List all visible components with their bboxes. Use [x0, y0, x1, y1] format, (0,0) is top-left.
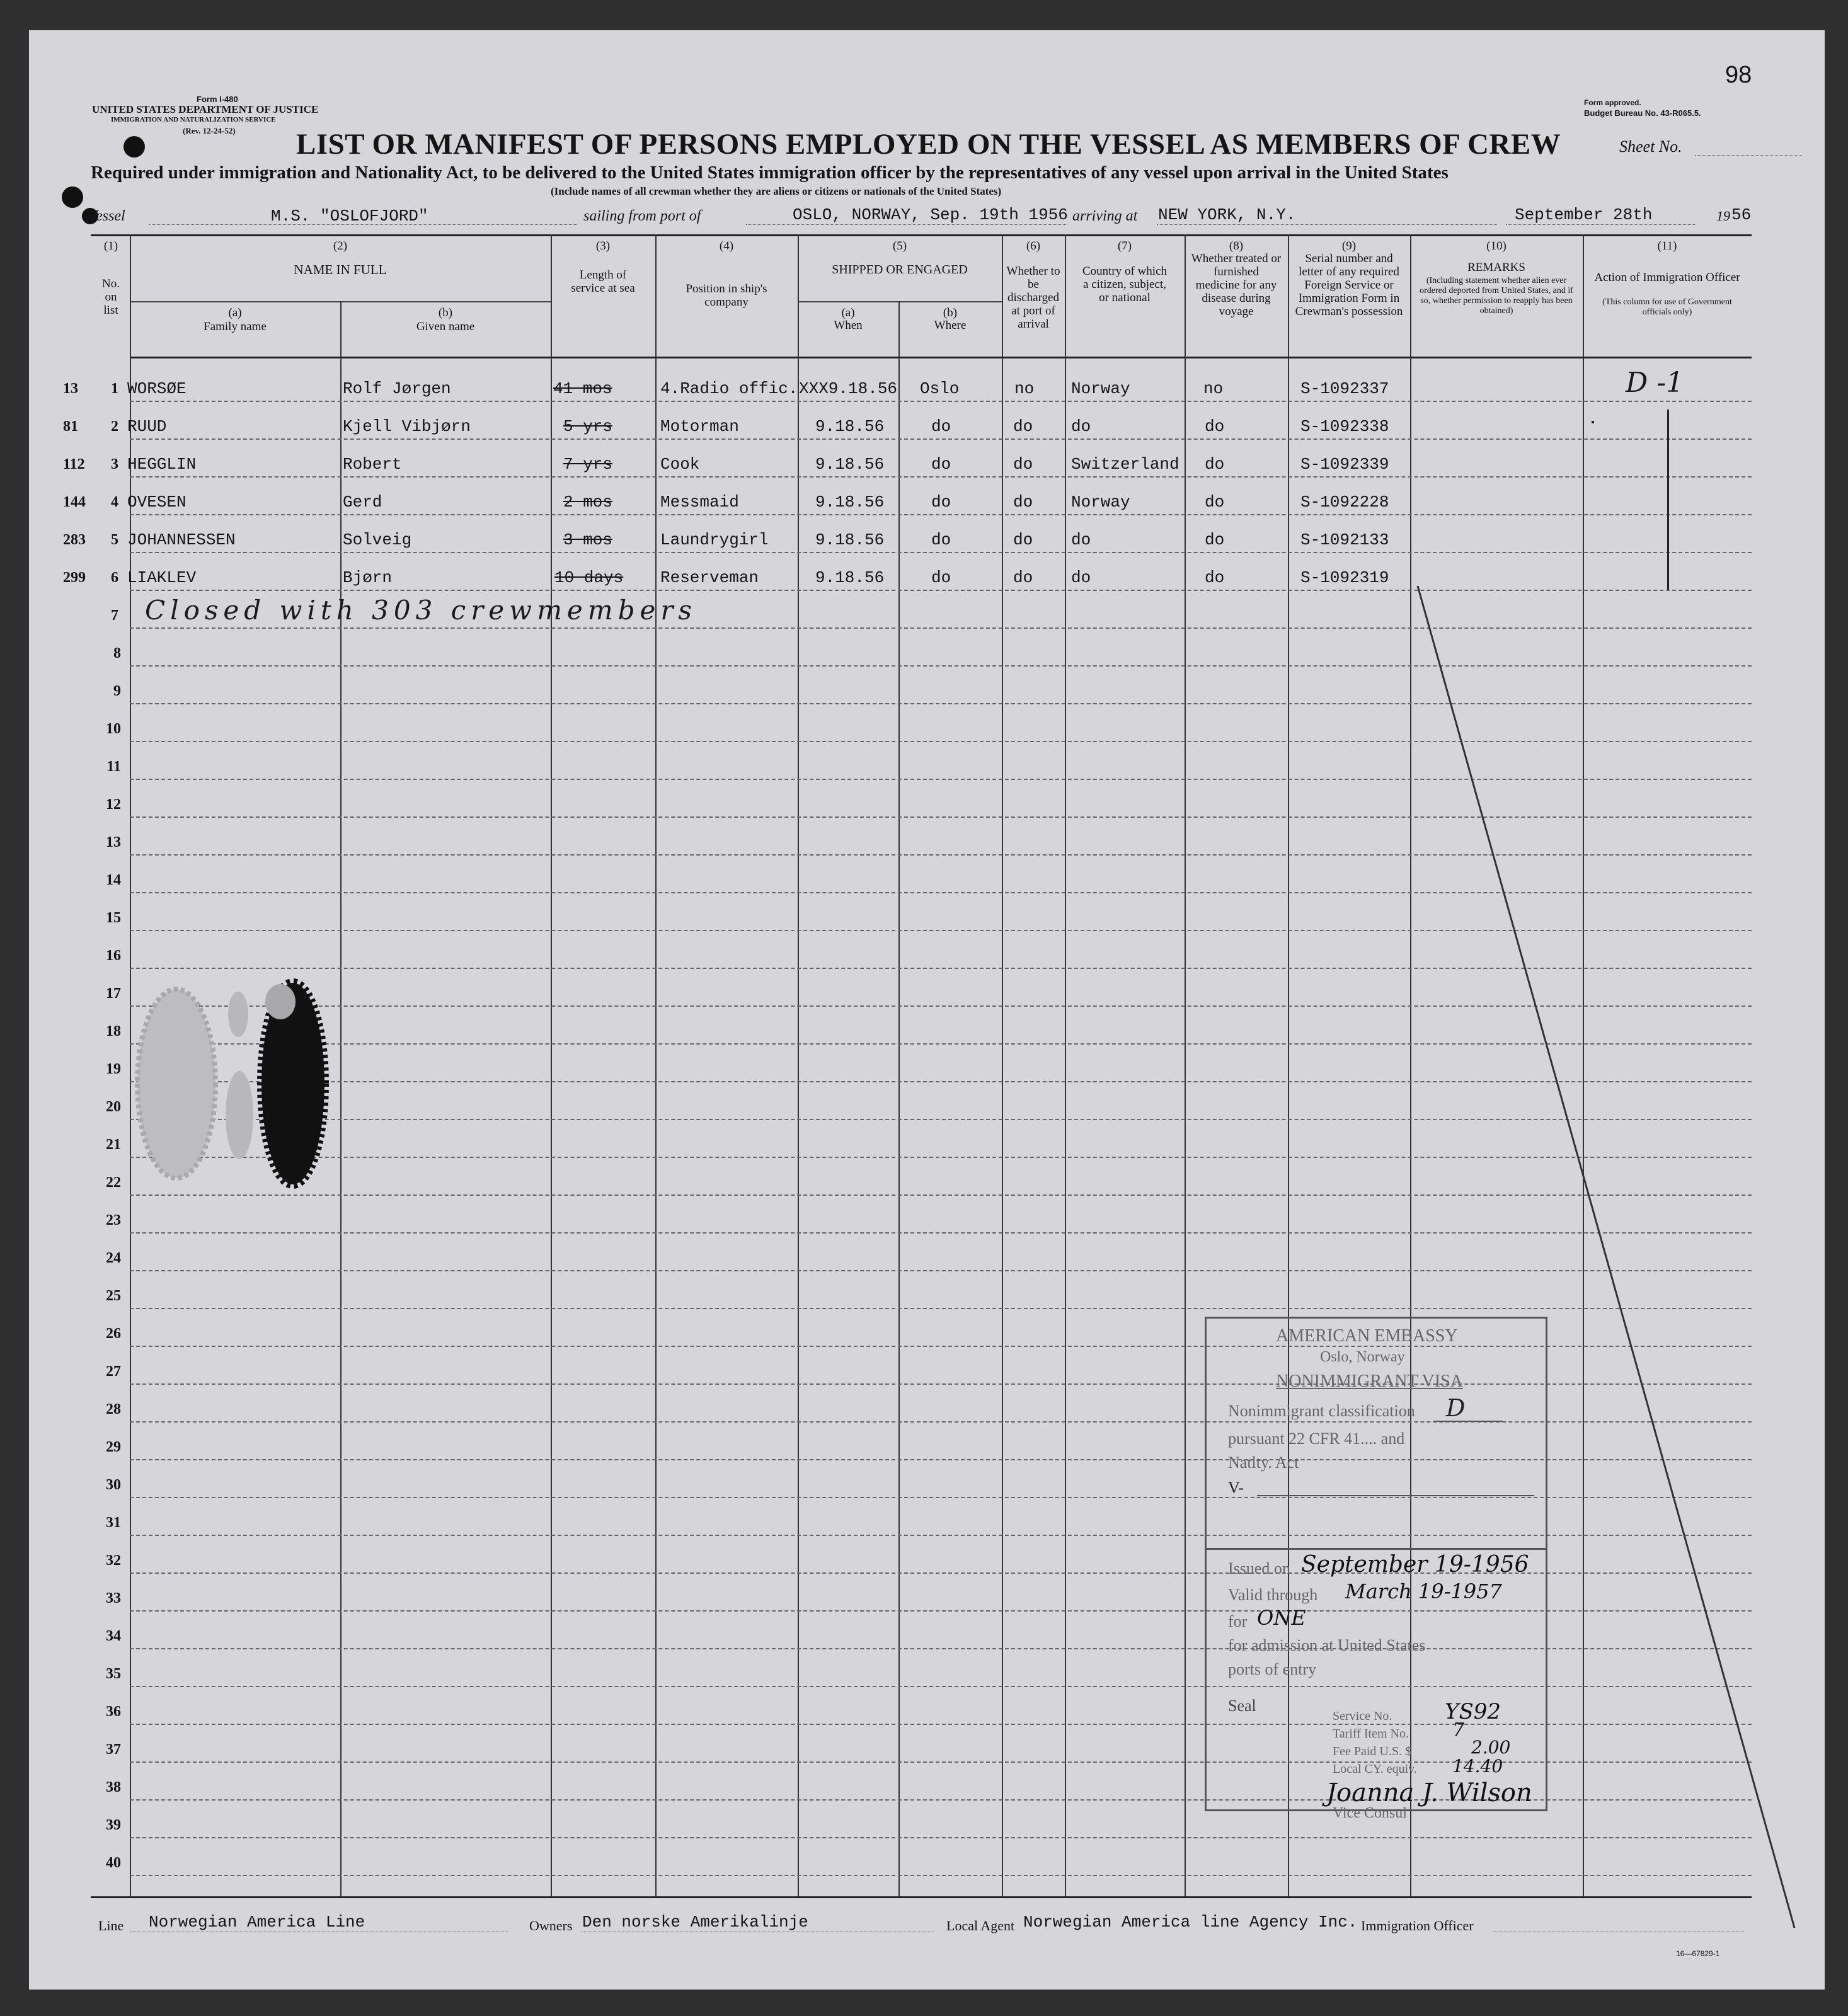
discharged: do	[1013, 417, 1033, 436]
row-number: 15	[106, 910, 121, 926]
service-length: 7 yrs	[563, 455, 613, 474]
row-number: 30	[106, 1477, 121, 1493]
country: do	[1071, 417, 1091, 436]
position: Cook	[660, 455, 700, 474]
family-name: WORSØE	[127, 379, 187, 398]
country: do	[1071, 568, 1091, 587]
agent-label: Local Agent	[946, 1918, 1015, 1933]
col2a-header: Family name	[204, 320, 267, 333]
row-number: 9	[113, 683, 121, 699]
col6-header: Whether to be discharged at port of arrival	[1006, 265, 1060, 331]
row-number: 35	[106, 1666, 121, 1682]
row-number: 3	[111, 456, 118, 472]
row-number: 19	[106, 1061, 121, 1077]
row-number: 29	[106, 1439, 121, 1455]
shipped-when: 9.18.56	[815, 568, 885, 587]
shipped-when: 9.18.56	[815, 493, 885, 512]
col7-header: Country of which a citizen, subject, or national	[1082, 265, 1168, 304]
tariff-value: 7	[1452, 1719, 1465, 1741]
shipped-where: Oslo	[920, 379, 960, 398]
for-label: for	[1228, 1612, 1248, 1630]
valid-value: March 19-1957	[1345, 1579, 1502, 1603]
row-number: 14	[106, 872, 121, 888]
col2a-number: (a)	[228, 306, 242, 319]
row-number: 4	[111, 494, 118, 510]
row-number: 26	[106, 1326, 121, 1342]
given-name: Solveig	[343, 530, 412, 549]
sailing-port: OSLO, NORWAY, Sep. 19th 1956	[793, 205, 1068, 224]
row-number: 37	[106, 1741, 121, 1758]
family-name: HEGGLIN	[127, 455, 197, 474]
family-name: RUUD	[127, 417, 167, 436]
embassy-name: AMERICAN EMBASSY	[1276, 1326, 1458, 1346]
sailing-label: sailing from port of	[583, 208, 701, 224]
col9-number: (9)	[1341, 239, 1357, 253]
row-number: 32	[106, 1552, 121, 1569]
family-name: JOHANNESSEN	[127, 530, 236, 549]
row-number: 33	[106, 1590, 121, 1606]
classification-label: Nonimmigrant classification	[1228, 1402, 1415, 1420]
manifest-note: (Include names of all crewman whether they are aliens or citizens or nationals of the United States)	[551, 185, 1002, 197]
page-number: 98	[1725, 62, 1752, 88]
row-number: 34	[106, 1628, 121, 1644]
row-number: 6	[111, 570, 118, 586]
col5b-header: Where	[934, 319, 967, 332]
serial-number: S-1092339	[1300, 455, 1389, 474]
row-number: 17	[106, 985, 121, 1002]
row-number: 11	[106, 759, 121, 775]
row-number: 16	[106, 948, 121, 964]
service-length: 5 yrs	[563, 417, 613, 436]
row-number: 24	[106, 1250, 121, 1266]
row-number: 18	[106, 1023, 121, 1040]
position: Laundrygirl	[660, 530, 769, 549]
col2b-header: Given name	[416, 320, 475, 333]
crew-list-id: 112	[63, 456, 85, 472]
visa-stamp	[1205, 1317, 1547, 1821]
classification-value: D	[1446, 1394, 1466, 1422]
arriving-label: arriving at	[1072, 208, 1138, 224]
row-number: 5	[111, 532, 118, 548]
medicine: do	[1205, 568, 1225, 587]
row-number: 8	[113, 645, 121, 662]
serial-number: S-1092338	[1300, 417, 1389, 436]
shipped-where: do	[931, 493, 951, 512]
row-number: 25	[106, 1288, 121, 1304]
col2b-number: (b)	[438, 306, 453, 319]
crew-list-id: 13	[63, 381, 78, 397]
position: 4.Radio offic.	[660, 379, 798, 398]
tariff-label: Tariff Item No.	[1333, 1727, 1409, 1741]
position: Reserveman	[660, 568, 759, 587]
col5b-number: (b)	[943, 306, 958, 319]
local-currency-value: 14.40	[1452, 1756, 1503, 1777]
col8-header: Whether treated or furnished medicine for any disease during voyage	[1191, 252, 1282, 318]
country: Switzerland	[1071, 455, 1179, 474]
serial-number: S-1092228	[1300, 493, 1389, 512]
col5-header: SHIPPED OR ENGAGED	[832, 263, 968, 277]
position: Motorman	[660, 417, 739, 436]
serial-number: S-1092337	[1300, 379, 1389, 398]
row-number: 27	[106, 1363, 121, 1380]
given-name: Rolf Jørgen	[343, 379, 451, 398]
serial-number: S-1092319	[1300, 568, 1389, 587]
embassy-city: Oslo, Norway	[1320, 1349, 1405, 1365]
row-number: 13	[106, 834, 121, 850]
country: Norway	[1071, 493, 1130, 512]
print-code: 16—67829-1	[1676, 1949, 1720, 1958]
given-name: Kjell Vibjørn	[343, 417, 471, 436]
pursuant-text: pursuant 22 CFR 41.... and	[1228, 1429, 1405, 1448]
col11-header: Action of Immigration Officer	[1594, 271, 1740, 284]
crew-list-id: 81	[63, 418, 78, 435]
service-length: 41 mos	[553, 379, 612, 398]
officer-action: D -1	[1626, 367, 1684, 399]
col4-header: Position in ship's company	[686, 282, 767, 309]
vessel-name: M.S. "OSLOFJORD"	[271, 207, 428, 226]
form-approved: Form approved.	[1584, 98, 1641, 107]
row-number: 28	[106, 1401, 121, 1418]
shipped-where: do	[931, 568, 951, 587]
col5a-number: (a)	[841, 306, 855, 319]
service-length: 3 mos	[563, 530, 613, 549]
service-length: 10 days	[554, 568, 624, 587]
shipped-where: do	[931, 417, 951, 436]
medicine: do	[1205, 493, 1225, 512]
row-number: 7	[111, 607, 118, 624]
given-name: Robert	[343, 455, 402, 474]
position: Messmaid	[660, 493, 739, 512]
v-label: V-	[1228, 1479, 1244, 1497]
col1-number: (1)	[103, 239, 118, 253]
crew-list-id: 299	[63, 570, 86, 586]
manifest-title: LIST OR MANIFEST OF PERSONS EMPLOYED ON THE VESSEL AS MEMBERS OF CREW	[296, 128, 1561, 161]
shipped-when: XXX9.18.56	[799, 379, 898, 398]
shipped-where: do	[931, 530, 951, 549]
stamp-divider	[1207, 1548, 1546, 1550]
discharged: do	[1013, 493, 1033, 512]
col9-header: Serial number and letter of any required Foreign Service or Immigration Form in Crewman's possession	[1295, 252, 1403, 318]
medicine: do	[1205, 417, 1225, 436]
valid-label: Valid through	[1228, 1586, 1318, 1604]
consul-signature: Joanna J. Wilson	[1326, 1778, 1532, 1807]
col10-note: (Including statement whether alien ever ordered deported from United States, and if so, whether permission to reapply has been obtained)	[1420, 276, 1573, 316]
service-name: IMMIGRATION AND NATURALIZATION SERVICE	[111, 116, 276, 123]
line-value: Norwegian America Line	[149, 1913, 365, 1932]
col10-number: (10)	[1486, 239, 1507, 253]
row-number: 21	[106, 1137, 121, 1153]
visa-type: NONIMMIGRANT VISA	[1276, 1372, 1463, 1391]
col10-header: REMARKS	[1467, 261, 1525, 274]
row-number: 40	[106, 1855, 121, 1871]
fee-label: Fee Paid U.S. $	[1333, 1744, 1411, 1758]
vessel-label: Vessel	[88, 208, 125, 224]
classification-line	[1433, 1421, 1503, 1422]
discharged: no	[1014, 379, 1035, 398]
v-line	[1257, 1495, 1534, 1496]
immigration-officer-label: Immigration Officer	[1361, 1918, 1474, 1933]
shipped-when: 9.18.56	[815, 417, 885, 436]
department-name: UNITED STATES DEPARTMENT OF JUSTICE	[92, 103, 319, 115]
embossed-seal-icon	[126, 958, 391, 1210]
shipped-where: do	[931, 455, 951, 474]
col3-header: Length of service at sea	[571, 268, 635, 295]
arriving-port: NEW YORK, N.Y.	[1158, 205, 1296, 224]
owners-value: Den norske Amerikalinje	[582, 1913, 808, 1932]
col6-number: (6)	[1026, 239, 1041, 253]
year-prefix: 19	[1716, 208, 1730, 224]
admission-text: for admission at United States	[1228, 1636, 1426, 1654]
col11-number: (11)	[1657, 239, 1677, 253]
col5-number: (5)	[892, 239, 907, 253]
issued-value: September 19-1956	[1301, 1552, 1529, 1578]
crew-list-id: 144	[63, 494, 86, 510]
discharged: do	[1013, 568, 1033, 587]
row-number: 10	[106, 721, 121, 737]
family-name: LIAKLEV	[127, 568, 197, 587]
discharged: do	[1013, 530, 1033, 549]
budget-bureau: Budget Bureau No. 43-R065.5.	[1584, 108, 1701, 118]
fee-value: 2.00	[1471, 1737, 1511, 1758]
closing-note: Closed with 303 crewmembers	[145, 595, 697, 626]
family-name: OVESEN	[127, 493, 187, 512]
col1-header: No. on list	[102, 277, 120, 317]
serial-number: S-1092133	[1300, 530, 1389, 549]
row-number: 38	[106, 1779, 121, 1796]
for-value: ONE	[1257, 1606, 1306, 1630]
owners-label: Owners	[529, 1918, 573, 1933]
country: Norway	[1071, 379, 1130, 398]
row-number: 1	[111, 381, 118, 397]
row-number: 39	[106, 1817, 121, 1833]
consul-label: Vice Consul	[1333, 1805, 1407, 1821]
arrival-date: September 28th	[1515, 205, 1653, 224]
seal-label: Seal	[1228, 1697, 1256, 1715]
row-number: 2	[111, 418, 118, 435]
form-number: Form I-480	[197, 94, 238, 104]
shipped-when: 9.18.56	[815, 455, 885, 474]
service-no-value: YS92	[1445, 1699, 1501, 1724]
given-name: Bjørn	[343, 568, 393, 587]
service-length: 2 mos	[563, 493, 613, 512]
row-number: 22	[106, 1174, 121, 1191]
arrival-year: 56	[1731, 205, 1752, 224]
row-number: 23	[106, 1212, 121, 1228]
col2-number: (2)	[333, 239, 348, 253]
ports-text: ports of entry	[1228, 1660, 1317, 1678]
col5a-header: When	[834, 319, 863, 332]
col3-number: (3)	[595, 239, 611, 253]
country: do	[1071, 530, 1091, 549]
row-number: 31	[106, 1515, 121, 1531]
col4-number: (4)	[719, 239, 734, 253]
service-no-label: Service No.	[1333, 1709, 1392, 1723]
natlty-text: Natlty. Act	[1228, 1453, 1299, 1472]
medicine: do	[1205, 530, 1225, 549]
manifest-subtitle: Required under immigration and Nationality Act, to be delivered to the United States immigration officer by the representatives of any vessel upon arrival in the United States	[91, 163, 1449, 183]
col8-number: (8)	[1229, 239, 1244, 253]
form-revision: (Rev. 12-24-52)	[183, 126, 236, 135]
line-label: Line	[98, 1918, 124, 1933]
col2-header: NAME IN FULL	[294, 262, 387, 277]
sheet-number-label: Sheet No.	[1619, 137, 1682, 156]
discharged: do	[1013, 455, 1033, 474]
issued-label: Issued on	[1228, 1559, 1290, 1578]
col7-number: (7)	[1117, 239, 1132, 253]
agent-value: Norwegian America line Agency Inc.	[1023, 1913, 1358, 1932]
shipped-when: 9.18.56	[815, 530, 885, 549]
medicine: no	[1203, 379, 1224, 398]
row-number: 12	[106, 796, 121, 813]
crew-list-id: 283	[63, 532, 86, 548]
given-name: Gerd	[343, 493, 382, 512]
local-currency-label: Local CY. equiv.	[1333, 1762, 1417, 1776]
row-number: 36	[106, 1704, 121, 1720]
medicine: do	[1205, 455, 1225, 474]
col11-note: (This column for use of Government officials only)	[1602, 297, 1732, 317]
row-number: 20	[106, 1099, 121, 1115]
